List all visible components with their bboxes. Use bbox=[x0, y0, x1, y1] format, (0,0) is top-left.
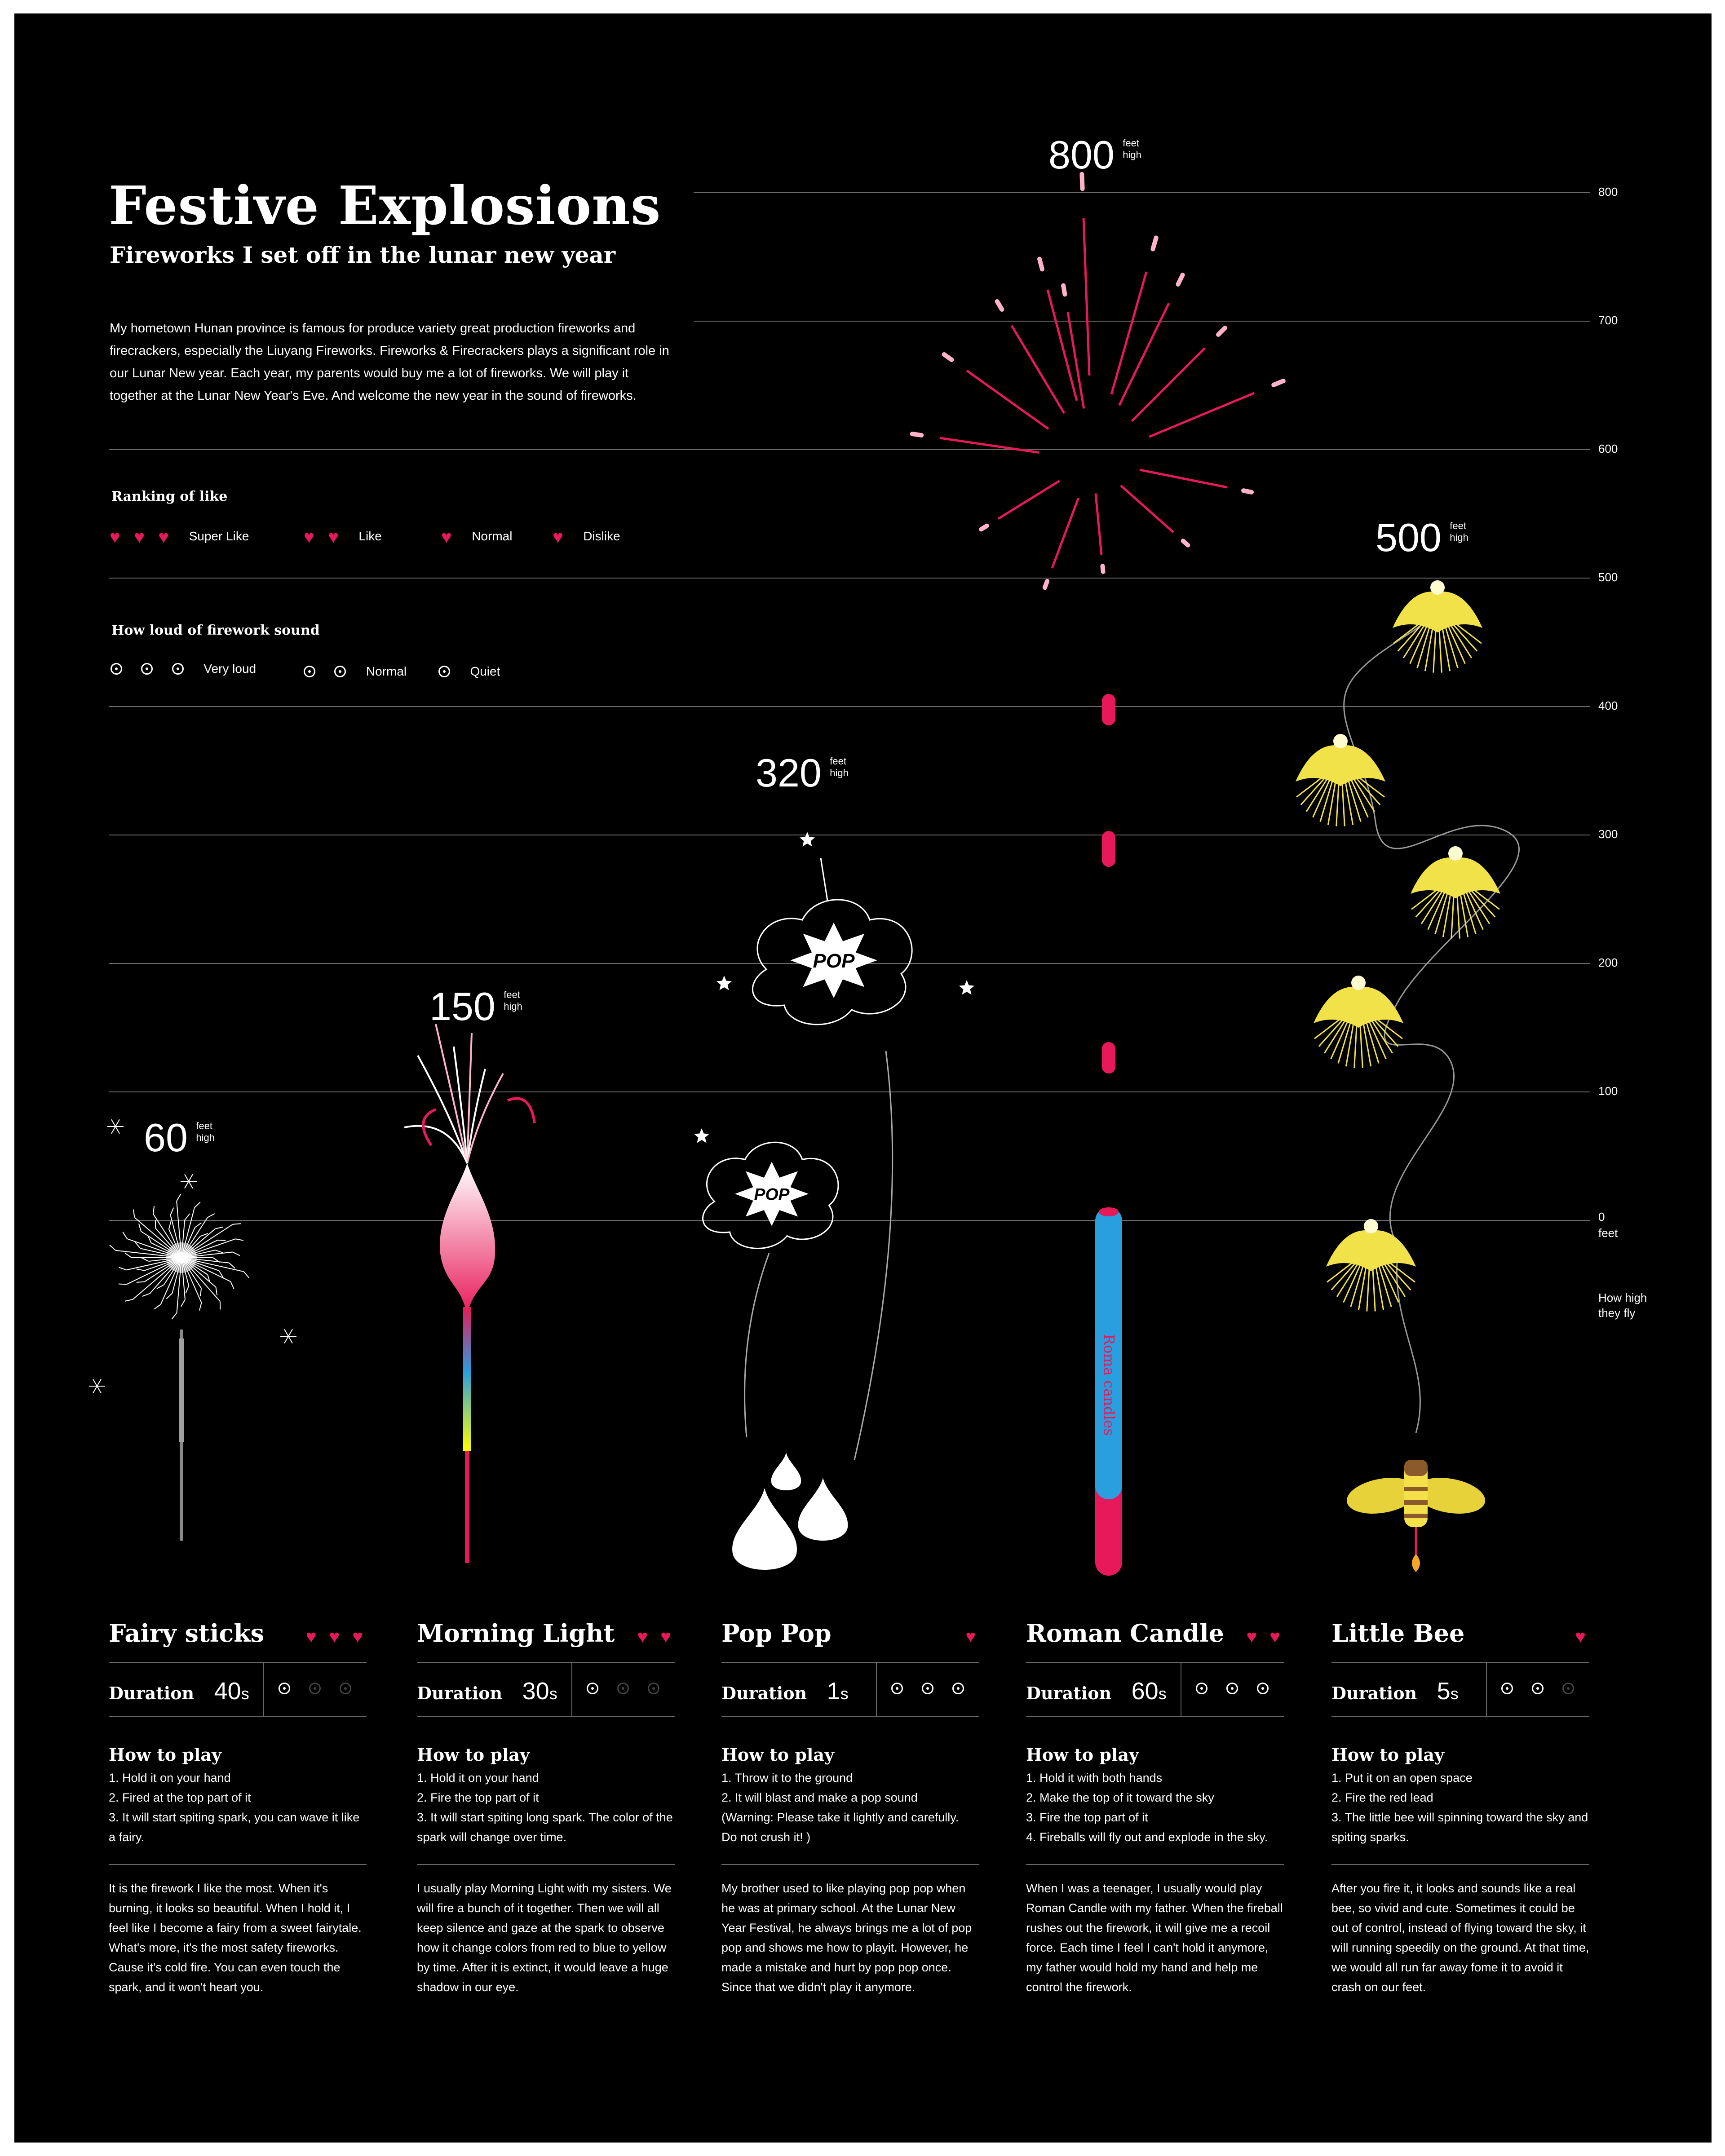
stray-spark bbox=[288, 1329, 292, 1336]
heart-icon: ♥ bbox=[1575, 1627, 1586, 1647]
height-label-pop-pop bbox=[756, 750, 849, 796]
duration-value: 40 bbox=[214, 1678, 241, 1705]
sound-dot-icon bbox=[111, 663, 122, 675]
sparkler-spark bbox=[166, 1293, 172, 1299]
height-unit: feet high bbox=[830, 755, 849, 778]
axis-caption: How high they fly bbox=[1598, 1291, 1647, 1320]
bee-spark-3 bbox=[1411, 846, 1500, 939]
axis-tick-100: 100 bbox=[1598, 1084, 1618, 1098]
card-duration bbox=[417, 1677, 557, 1705]
pop-cloud-upper bbox=[752, 900, 912, 1025]
card-story: I usually play Morning Light with my sisters. We will fire a bunch of it together. Then we will all keep silence and gaze at the spark to observe how it change colors from red to blue to yellow by time. After it is extinct, it would leave a huge shadow in our eye. bbox=[417, 1882, 672, 1994]
ranking-legend-dislike bbox=[553, 528, 620, 546]
fuse-flame-icon bbox=[1412, 1554, 1420, 1572]
bee-spark-2 bbox=[1296, 734, 1385, 826]
ranking-legend-super-like bbox=[110, 528, 249, 546]
how-to-play-steps bbox=[1331, 1768, 1589, 1847]
duration-value: 60 bbox=[1131, 1678, 1159, 1705]
sound-dot-icon bbox=[172, 663, 184, 675]
bee-spark-canopy bbox=[1314, 987, 1403, 1028]
explosion-ray bbox=[1140, 470, 1227, 487]
bee-spark-4 bbox=[1314, 976, 1403, 1068]
explosion-spark bbox=[1063, 286, 1065, 295]
sound-dot-icon bbox=[309, 1683, 321, 1694]
height-unit: feet high bbox=[504, 989, 522, 1012]
ranking-legend-title: Ranking of like bbox=[111, 489, 228, 504]
duration-label: Duration bbox=[721, 1683, 807, 1703]
intro-paragraph: My hometown Hunan province is famous for produce variety great production fireworks and firecrackers, especially the Liuyang Fireworks. Fireworks & Firecrackers plays a significant role in our Lunar New year. Each year, my parents would buy me a lot of fireworks. We will play it together at the Lunar New Year's Eve. And welcome the new year in the sound of fireworks. bbox=[110, 321, 669, 403]
height-unit: feet high bbox=[1450, 520, 1468, 543]
how-to-play-step: 2. Fire the red lead bbox=[1331, 1791, 1433, 1804]
explosion-ray bbox=[1052, 498, 1079, 568]
heart-icon: ♥ bbox=[660, 1627, 671, 1647]
loudness-legend-very-loud bbox=[111, 663, 256, 678]
explosion-ray bbox=[1111, 272, 1146, 394]
how-to-play-steps bbox=[1026, 1768, 1284, 1847]
pop-text: POP bbox=[754, 1184, 790, 1204]
height-value: 320 bbox=[756, 751, 822, 795]
bee-spark-canopy bbox=[1296, 745, 1385, 786]
explosion-spark bbox=[1045, 581, 1047, 588]
sound-dot-icon bbox=[1257, 1683, 1269, 1694]
roman-candle-fireball bbox=[1102, 1042, 1115, 1074]
divider bbox=[876, 1662, 877, 1716]
explosion-spark bbox=[1102, 566, 1103, 572]
divider bbox=[721, 1716, 979, 1717]
card-loudness-rating bbox=[279, 1683, 351, 1697]
card-title: Pop Pop bbox=[721, 1619, 832, 1648]
axis-tick-400: 400 bbox=[1598, 699, 1618, 712]
axis-tick-500: 500 bbox=[1598, 570, 1618, 584]
sparkler-spark bbox=[195, 1202, 200, 1207]
star-icon bbox=[800, 832, 815, 847]
how-to-play-step: 3. The little bee will spinning toward the sky and spiting sparks. bbox=[1331, 1811, 1588, 1844]
heart-icon: ♥ bbox=[158, 527, 169, 547]
explosion-spark bbox=[1243, 490, 1252, 492]
card-title: Roman Candle bbox=[1026, 1619, 1224, 1648]
how-to-play-step: 1. Hold it on your hand bbox=[109, 1771, 231, 1785]
sound-dot-icon bbox=[279, 1683, 290, 1694]
pop-trajectory bbox=[745, 1253, 769, 1437]
pop-text: POP bbox=[813, 950, 855, 972]
heart-icon: ♥ bbox=[134, 527, 145, 547]
card-story: When I was a teenager, I usually would play Roman Candle with my father. When the fireball rushes out the firework, it will give me a recoil force. Each time I feel I can't hold it anymore, my father would hold my hand and help me control the firework. bbox=[1026, 1882, 1283, 1994]
sparkler-spark bbox=[195, 1223, 202, 1228]
sparkler-spark bbox=[185, 1214, 190, 1220]
how-to-play-step: 2. Fired at the top part of it bbox=[109, 1791, 251, 1804]
sparkler-spark bbox=[154, 1304, 161, 1309]
ranking-legend-like bbox=[304, 528, 382, 546]
duration-value: 5 bbox=[1437, 1678, 1451, 1705]
how-to-play-step: 3. It will start spiting spark, you can wave it like a fairy. bbox=[109, 1811, 360, 1844]
star-icon bbox=[694, 1128, 709, 1143]
legend-label: Like bbox=[358, 529, 382, 543]
sound-dot-icon bbox=[922, 1683, 933, 1694]
poster bbox=[14, 13, 1712, 2143]
stray-spark bbox=[185, 1181, 189, 1188]
sparkler-spark bbox=[139, 1224, 141, 1231]
divider bbox=[1486, 1662, 1487, 1716]
sparkler-spark bbox=[119, 1268, 127, 1270]
sound-dot-icon bbox=[141, 663, 153, 675]
axis-tick-800: 800 bbox=[1598, 185, 1618, 199]
sparkler-spark bbox=[125, 1299, 133, 1301]
how-to-play-step: 1. Throw it to the ground bbox=[721, 1771, 853, 1785]
divider bbox=[1026, 1716, 1284, 1717]
heart-icon: ♥ bbox=[637, 1627, 648, 1647]
explosion-spark bbox=[1039, 259, 1042, 270]
heart-icon: ♥ bbox=[1246, 1627, 1257, 1647]
sparkler-spark bbox=[230, 1281, 234, 1289]
card-title: Fairy sticks bbox=[109, 1619, 265, 1648]
morning-light-spark bbox=[467, 1074, 503, 1163]
height-value: 800 bbox=[1048, 133, 1115, 177]
explosion-ray bbox=[1012, 326, 1064, 413]
axis-tick-200: 200 bbox=[1598, 956, 1618, 969]
divider bbox=[417, 1864, 675, 1865]
card-like-rating bbox=[1247, 1628, 1281, 1646]
card-loudness-rating bbox=[587, 1683, 659, 1697]
explosion-spark bbox=[997, 301, 1002, 309]
stray-spark bbox=[93, 1386, 97, 1393]
divider bbox=[417, 1662, 675, 1663]
axis-zero-unit: feet bbox=[1598, 1226, 1618, 1240]
sparkler-spark bbox=[133, 1210, 135, 1218]
stray-spark bbox=[185, 1174, 189, 1181]
how-to-play-step: 3. Fire the top part of it bbox=[1026, 1811, 1148, 1824]
sparkler-spark bbox=[244, 1272, 249, 1278]
sound-dot-icon bbox=[952, 1683, 964, 1694]
sparkler-spark bbox=[137, 1269, 145, 1270]
axis-tick-600: 600 bbox=[1598, 442, 1618, 455]
how-to-play-step: 2. Fire the top part of it bbox=[417, 1791, 539, 1804]
sparkler-spark bbox=[142, 1258, 149, 1261]
divider bbox=[1331, 1864, 1589, 1865]
ranking-legend-normal bbox=[441, 528, 512, 546]
sound-dot-icon bbox=[648, 1683, 659, 1694]
heart-icon: ♥ bbox=[328, 527, 339, 547]
stray-spark bbox=[284, 1329, 288, 1336]
stray-spark bbox=[93, 1379, 97, 1386]
divider bbox=[109, 1716, 367, 1717]
stray-spark bbox=[115, 1119, 119, 1127]
card-story: My brother used to like playing pop pop when he was at primary school. At the Lunar New Year Festival, he always brings me a lot of pop pop and shows me how to playit. However, he made a mistake and hurt by pop pop once. Since that we didn't play it anymore. bbox=[721, 1882, 972, 1994]
star-icon bbox=[717, 976, 732, 990]
stray-spark bbox=[97, 1379, 101, 1386]
sparkler-spark bbox=[215, 1227, 223, 1229]
card-loudness-rating bbox=[1196, 1683, 1269, 1697]
axis-tick-700: 700 bbox=[1598, 314, 1618, 327]
sparkler-spark bbox=[110, 1245, 115, 1250]
divider bbox=[109, 1864, 367, 1865]
legend-label: Super Like bbox=[189, 529, 249, 543]
poster-title: Festive Explosions bbox=[109, 174, 661, 237]
explosion-ray bbox=[1149, 393, 1254, 437]
stray-spark bbox=[189, 1174, 193, 1181]
explosion-spark bbox=[1183, 541, 1188, 545]
divider bbox=[571, 1662, 572, 1716]
broken-heart-icon: ♥ bbox=[553, 527, 563, 547]
sound-dot-icon bbox=[304, 666, 315, 677]
explosion-spark bbox=[1274, 381, 1283, 385]
divider bbox=[721, 1864, 979, 1865]
roman-candle-top bbox=[1099, 1207, 1119, 1216]
duration-label: Duration bbox=[1331, 1683, 1417, 1703]
duration-unit: s bbox=[549, 1684, 557, 1703]
morning-light-spark bbox=[404, 1126, 467, 1163]
how-to-play-title: How to play bbox=[1026, 1745, 1139, 1765]
how-to-play-steps bbox=[417, 1768, 675, 1847]
how-to-play-step: 3. It will start spiting long spark. The color of the spark will change over time. bbox=[417, 1811, 673, 1844]
sound-dot-icon bbox=[1532, 1683, 1544, 1694]
how-to-play-steps bbox=[721, 1768, 979, 1847]
sound-dot-icon bbox=[891, 1683, 903, 1694]
divider bbox=[1026, 1662, 1284, 1663]
duration-unit: s bbox=[1450, 1684, 1459, 1703]
how-to-play-title: How to play bbox=[1331, 1745, 1445, 1765]
broken-heart-icon: ♥ bbox=[965, 1627, 976, 1646]
pop-trajectory bbox=[854, 1051, 893, 1460]
explosion-ray bbox=[1096, 494, 1101, 555]
legend-label: Dislike bbox=[583, 529, 620, 543]
height-unit: feet high bbox=[1123, 137, 1141, 160]
bee-spark-head bbox=[1364, 1219, 1378, 1233]
how-to-play-title: How to play bbox=[721, 1745, 835, 1765]
sparkler-spark bbox=[233, 1252, 240, 1255]
card-title: Morning Light bbox=[417, 1619, 615, 1648]
heart-icon: ♥ bbox=[1269, 1627, 1280, 1647]
card-like-rating bbox=[1575, 1628, 1586, 1646]
how-to-play-step: Do not crush it! ) bbox=[721, 1830, 811, 1844]
bee-stripe bbox=[1404, 1487, 1428, 1491]
legend-label: Normal bbox=[366, 664, 407, 678]
sparkler-spark bbox=[208, 1214, 215, 1218]
duration-label: Duration bbox=[1026, 1683, 1112, 1703]
sparkler-spark bbox=[217, 1240, 226, 1241]
morning-light-spark bbox=[508, 1099, 535, 1123]
bee-spark-canopy bbox=[1393, 592, 1482, 632]
sparkler-spark bbox=[186, 1286, 189, 1294]
heart-icon: ♥ bbox=[441, 527, 452, 547]
sparkler-spark bbox=[125, 1253, 132, 1258]
card-duration bbox=[109, 1677, 249, 1705]
sound-dot-icon bbox=[334, 666, 346, 677]
bee-spark-head bbox=[1351, 976, 1366, 990]
height-label-little-bee bbox=[1376, 515, 1468, 561]
height-value: 500 bbox=[1376, 515, 1442, 560]
poster-subtitle: Fireworks I set off in the lunar new year bbox=[110, 242, 616, 268]
sound-dot-icon bbox=[1196, 1683, 1208, 1694]
divider bbox=[1331, 1662, 1589, 1663]
morning-light-stick bbox=[465, 1451, 469, 1563]
bee-stripe bbox=[1404, 1500, 1428, 1505]
explosion-ray bbox=[1121, 486, 1173, 532]
sparkler-spark bbox=[157, 1285, 164, 1289]
card-loudness-rating bbox=[891, 1683, 964, 1697]
bee-spark-head bbox=[1333, 734, 1348, 748]
roman-candle-fireball bbox=[1102, 694, 1115, 725]
sound-dot-icon bbox=[1501, 1683, 1513, 1694]
divider bbox=[109, 1662, 367, 1663]
sparkler-spark bbox=[169, 1221, 171, 1229]
pop-pop-packet bbox=[771, 1453, 801, 1490]
bee-head bbox=[1404, 1460, 1428, 1476]
bee-spark-1 bbox=[1393, 580, 1482, 673]
roman-candle-label: Roma candles bbox=[1101, 1334, 1118, 1436]
sound-dot-icon bbox=[587, 1683, 598, 1694]
card-title: Little Bee bbox=[1331, 1619, 1465, 1648]
heart-icon: ♥ bbox=[305, 1627, 317, 1647]
sparkler-core bbox=[166, 1242, 197, 1273]
sparkler-coating bbox=[179, 1339, 184, 1442]
card-duration bbox=[1026, 1677, 1167, 1705]
bee-spark-canopy bbox=[1326, 1230, 1416, 1271]
how-to-play-steps bbox=[109, 1768, 367, 1847]
pop-cloud-lower bbox=[703, 1142, 838, 1248]
heart-icon: ♥ bbox=[329, 1627, 340, 1647]
sparkler-spark bbox=[142, 1294, 150, 1296]
explosion-spark bbox=[981, 526, 987, 530]
pop-spark-line bbox=[821, 858, 827, 901]
duration-label: Duration bbox=[109, 1683, 195, 1703]
sparkler-spark bbox=[200, 1288, 201, 1296]
heart-icon: ♥ bbox=[110, 527, 120, 547]
star-icon bbox=[959, 980, 974, 995]
card-loudness-rating bbox=[1501, 1683, 1574, 1697]
card-like-rating bbox=[637, 1628, 672, 1646]
sound-dot-icon bbox=[1562, 1683, 1574, 1694]
stray-spark bbox=[288, 1336, 292, 1343]
height-value: 150 bbox=[429, 984, 495, 1029]
heart-icon: ♥ bbox=[352, 1627, 363, 1647]
morning-light-coating bbox=[463, 1307, 471, 1451]
divider bbox=[1331, 1716, 1589, 1717]
sparkler-spark bbox=[215, 1250, 223, 1253]
explosion-spark bbox=[912, 434, 921, 435]
sparkler-spark bbox=[216, 1287, 217, 1295]
sparkler-spark bbox=[235, 1239, 243, 1240]
how-to-play-step: 4. Fireballs will fly out and explode in the sky. bbox=[1026, 1830, 1268, 1844]
height-label-roman-candle bbox=[1048, 132, 1141, 178]
bee-spark-5 bbox=[1326, 1219, 1416, 1312]
sparkler-spark bbox=[153, 1206, 154, 1214]
sparkler-spark bbox=[170, 1208, 173, 1215]
card-duration bbox=[1331, 1677, 1459, 1705]
morning-light-spark bbox=[418, 1056, 467, 1163]
sparkler-spark bbox=[199, 1303, 202, 1310]
axis-tick-300: 300 bbox=[1598, 827, 1618, 841]
how-to-play-step: 1. Put it on an open space bbox=[1331, 1771, 1473, 1785]
how-to-play-title: How to play bbox=[109, 1745, 222, 1765]
divider bbox=[417, 1716, 675, 1717]
sparkler-spark bbox=[177, 1194, 181, 1201]
divider bbox=[1026, 1864, 1284, 1865]
duration-value: 30 bbox=[522, 1678, 549, 1705]
bee-spark-head bbox=[1448, 846, 1463, 861]
divider bbox=[721, 1662, 979, 1663]
sparkler-spark bbox=[172, 1313, 177, 1319]
legend-label: Quiet bbox=[470, 664, 500, 678]
height-value: 60 bbox=[144, 1115, 188, 1160]
explosion-spark bbox=[944, 354, 952, 360]
explosion-spark bbox=[1153, 238, 1156, 249]
height-label-morning-light bbox=[429, 984, 522, 1029]
how-to-play-title: How to play bbox=[417, 1745, 530, 1765]
explosion-ray bbox=[940, 438, 1039, 453]
how-to-play-step: 2. Make the top of it toward the sky bbox=[1026, 1791, 1214, 1804]
card-like-rating bbox=[965, 1628, 976, 1646]
duration-label: Duration bbox=[417, 1683, 503, 1703]
sound-dot-icon bbox=[438, 666, 450, 677]
how-to-play-step: 1. Hold it with both hands bbox=[1026, 1771, 1163, 1785]
card-duration bbox=[721, 1677, 849, 1705]
card-story: It is the firework I like the most. When it's burning, it looks so beautiful. When I hold it, I feel like I become a fairy from a sweet fairytale. What's more, it's the most safety fireworks. Cause it's cold fire. You can even touch the spark, and it won't heart you. bbox=[109, 1882, 362, 1994]
how-to-play-step: 2. It will blast and make a pop sound bbox=[721, 1791, 918, 1804]
legend-label: Normal bbox=[472, 529, 513, 543]
sparkler-spark bbox=[229, 1263, 235, 1268]
duration-unit: s bbox=[840, 1684, 849, 1703]
stray-spark bbox=[111, 1119, 115, 1127]
roman-candle-fireball bbox=[1102, 831, 1115, 867]
loudness-legend-title: How loud of firework sound bbox=[111, 623, 320, 638]
pop-pop-packet bbox=[732, 1488, 797, 1570]
legend-label: Very loud bbox=[203, 662, 257, 676]
how-to-play-step: 1. Hold it on your hand bbox=[417, 1771, 539, 1785]
axis-tick-0: 0 bbox=[1598, 1210, 1605, 1224]
stray-spark bbox=[115, 1127, 119, 1134]
height-unit: feet high bbox=[196, 1120, 215, 1143]
height-label-fairy-sticks bbox=[144, 1115, 215, 1161]
pop-pop-packet bbox=[798, 1478, 848, 1541]
sound-dot-icon bbox=[1226, 1683, 1238, 1694]
bee-spark-head bbox=[1430, 580, 1445, 595]
stray-spark bbox=[97, 1386, 101, 1393]
stray-spark bbox=[284, 1336, 288, 1343]
explosion-spark bbox=[1178, 275, 1182, 284]
sound-dot-icon bbox=[617, 1683, 629, 1694]
sound-dot-icon bbox=[340, 1683, 351, 1694]
bee-spark-canopy bbox=[1411, 857, 1500, 898]
duration-unit: s bbox=[1158, 1684, 1167, 1703]
loudness-legend-quiet bbox=[438, 666, 500, 680]
explosion-ray bbox=[998, 481, 1060, 519]
stray-spark bbox=[111, 1127, 115, 1134]
sparkler-spark bbox=[123, 1232, 127, 1239]
duration-unit: s bbox=[241, 1684, 249, 1703]
heart-icon: ♥ bbox=[304, 527, 314, 547]
morning-light-flame bbox=[440, 1163, 495, 1316]
loudness-legend-normal bbox=[304, 666, 407, 680]
explosion-spark bbox=[1218, 328, 1225, 335]
card-story: After you fire it, it looks and sounds like a real bee, so vivid and cute. Sometimes it could be out of control, instead of flying toward the sky, it will running speedily on the ground. At that time, we would all run far away fome it to avoid it crash on our feet. bbox=[1331, 1882, 1589, 1994]
morning-light-spark bbox=[436, 1024, 467, 1163]
explosion-ray bbox=[967, 371, 1048, 429]
card-like-rating bbox=[306, 1628, 363, 1646]
how-to-play-step: (Warning: Please take it lightly and carefully. bbox=[721, 1811, 959, 1824]
duration-value: 1 bbox=[827, 1678, 840, 1705]
sparkler-spark bbox=[181, 1299, 185, 1307]
stray-spark bbox=[189, 1181, 193, 1188]
divider bbox=[263, 1662, 264, 1716]
explosion-ray bbox=[1084, 218, 1089, 376]
bee-stripe bbox=[1404, 1514, 1428, 1518]
